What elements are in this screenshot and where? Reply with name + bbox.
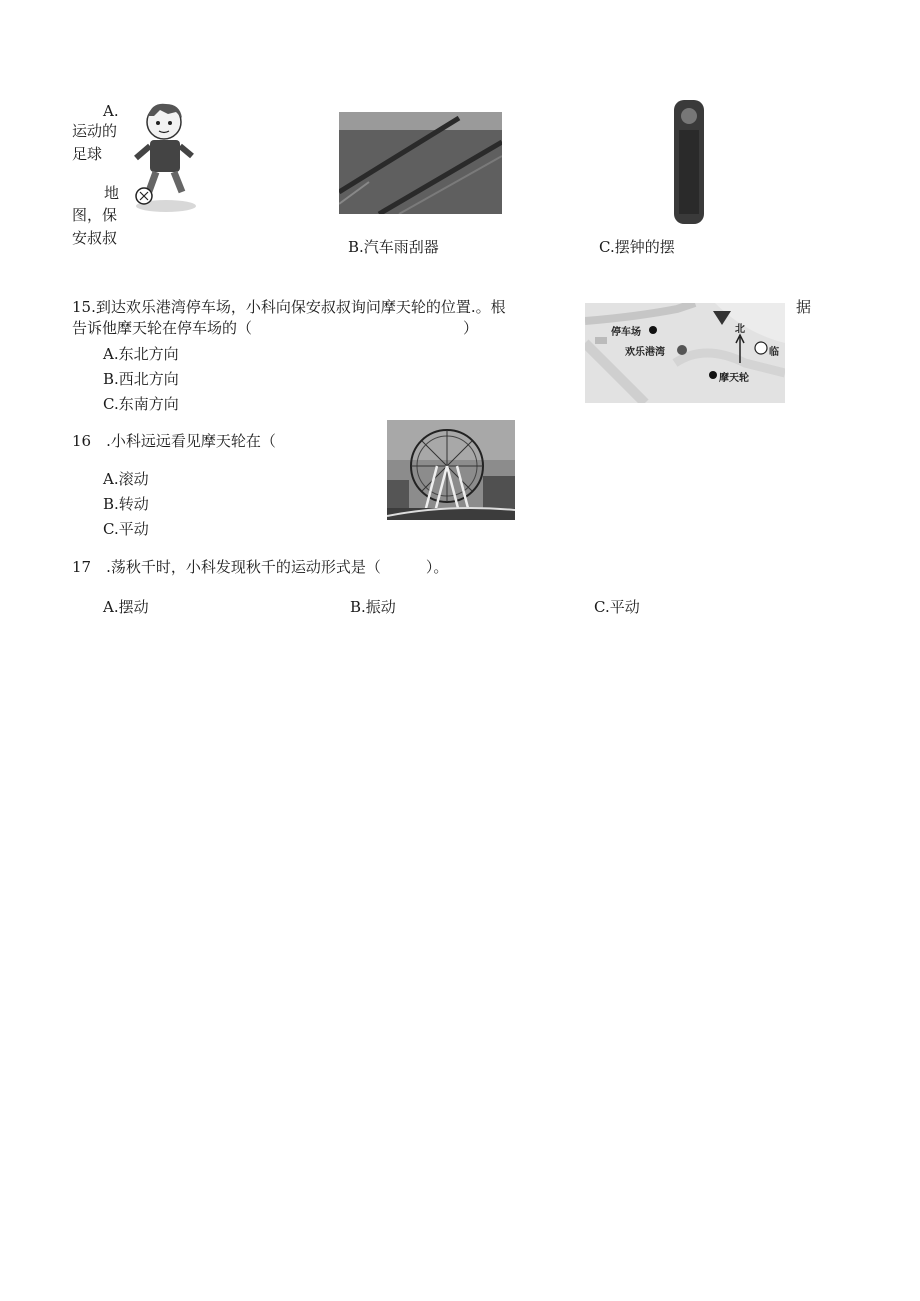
- q17-option-c: C.平动: [594, 598, 640, 616]
- q15-intro-line2: 图，保: [72, 206, 118, 224]
- map-image: [585, 303, 785, 403]
- q14-option-a-line1: 运动的: [72, 122, 118, 140]
- q15-intro-line1: 地: [104, 184, 120, 202]
- football-boy-image: [128, 98, 202, 214]
- q16-option-a: A.滚动: [103, 470, 149, 488]
- q15-option-b: B.西北方向: [103, 370, 179, 388]
- q14-option-a-letter: A.: [103, 102, 119, 120]
- map-label-near: 临: [769, 347, 779, 358]
- wiper-photo: [339, 112, 502, 214]
- q14-option-b: B.汽车雨刮器: [348, 238, 439, 256]
- map-label-ferris-wheel: 摩天轮: [719, 373, 749, 384]
- q15-option-c: C.东南方向: [103, 395, 179, 413]
- q16-option-c: C.平动: [103, 520, 149, 538]
- q15-stem-line1: 15.到达欢乐港湾停车场，小科向保安叔叔询问摩天轮的位置.。根: [72, 298, 506, 316]
- q17-stem: 17 .荡秋千时，小科发现秋千的运动形式是（ ）。: [72, 558, 449, 576]
- map-label-parking: 停车场: [611, 327, 641, 338]
- q15-stem-line1-tail: 据: [796, 298, 812, 316]
- q14-option-a-line2: 足球: [72, 145, 103, 163]
- map-label-north: 北: [735, 324, 745, 335]
- q16-option-b: B.转动: [103, 495, 149, 513]
- q15-intro-line3: 安叔叔: [72, 229, 118, 247]
- map-label-harbor: 欢乐港湾: [625, 347, 665, 358]
- q15-stem-line2: 告诉他摩天轮在停车场的（: [72, 319, 253, 337]
- q17-option-a: A.摆动: [103, 598, 149, 616]
- pendulum-photo: [670, 100, 708, 224]
- q17-option-b: B.振动: [350, 598, 396, 616]
- q16-stem: 16 .小科远远看见摩天轮在（: [72, 432, 276, 450]
- q15-stem-line2-close: ）: [463, 319, 479, 337]
- q15-option-a: A.东北方向: [103, 345, 179, 363]
- ferris-wheel-photo: [387, 420, 515, 520]
- q14-option-c: C.摆钟的摆: [599, 238, 675, 256]
